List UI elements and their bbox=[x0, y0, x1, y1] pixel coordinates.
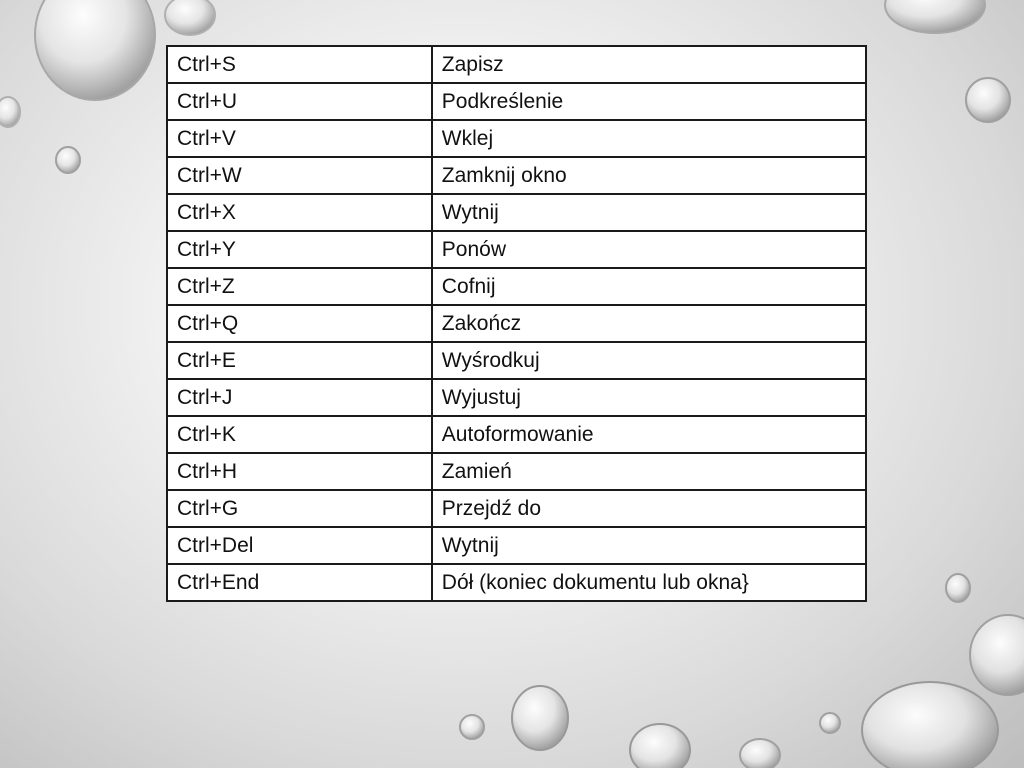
shortcut-key: Ctrl+Del bbox=[167, 527, 432, 564]
shortcut-key: Ctrl+Y bbox=[167, 231, 432, 268]
shortcut-action: Wytnij bbox=[432, 194, 866, 231]
shortcut-action: Zamień bbox=[432, 453, 866, 490]
shortcut-action: Wklej bbox=[432, 120, 866, 157]
shortcut-key: Ctrl+H bbox=[167, 453, 432, 490]
table-row bbox=[167, 379, 866, 416]
table-row bbox=[167, 268, 866, 305]
table-row bbox=[167, 527, 866, 564]
table-row bbox=[167, 416, 866, 453]
table-row bbox=[167, 83, 866, 120]
shortcut-action: Zamknij okno bbox=[432, 157, 866, 194]
table-row bbox=[167, 490, 866, 527]
shortcut-action: Dół (koniec dokumentu lub okna} bbox=[432, 564, 866, 601]
table-row bbox=[167, 231, 866, 268]
shortcut-action: Autoformowanie bbox=[432, 416, 866, 453]
shortcut-key: Ctrl+U bbox=[167, 83, 432, 120]
shortcut-key: Ctrl+S bbox=[167, 46, 432, 83]
table-row bbox=[167, 305, 866, 342]
shortcut-key: Ctrl+G bbox=[167, 490, 432, 527]
shortcut-key: Ctrl+J bbox=[167, 379, 432, 416]
drops-bottom-center bbox=[460, 686, 780, 768]
shortcut-action: Zakończ bbox=[432, 305, 866, 342]
table-row bbox=[167, 120, 866, 157]
shortcut-key: Ctrl+W bbox=[167, 157, 432, 194]
shortcuts-table bbox=[166, 45, 867, 602]
table-row bbox=[167, 564, 866, 601]
table-row bbox=[167, 453, 866, 490]
table-row bbox=[167, 157, 866, 194]
shortcut-action: Wyjustuj bbox=[432, 379, 866, 416]
shortcut-action: Cofnij bbox=[432, 268, 866, 305]
shortcut-key: Ctrl+End bbox=[167, 564, 432, 601]
shortcut-action: Przejdź do bbox=[432, 490, 866, 527]
shortcut-key: Ctrl+K bbox=[167, 416, 432, 453]
shortcut-key: Ctrl+X bbox=[167, 194, 432, 231]
shortcut-action: Wyśrodkuj bbox=[432, 342, 866, 379]
shortcut-key: Ctrl+Q bbox=[167, 305, 432, 342]
shortcut-action: Ponów bbox=[432, 231, 866, 268]
drops-bottom-right bbox=[820, 574, 1024, 768]
shortcut-key: Ctrl+V bbox=[167, 120, 432, 157]
drops-top-right bbox=[885, 0, 1010, 122]
table-row bbox=[167, 194, 866, 231]
shortcut-key: Ctrl+Z bbox=[167, 268, 432, 305]
shortcut-action: Podkreślenie bbox=[432, 83, 866, 120]
shortcut-action: Zapisz bbox=[432, 46, 866, 83]
shortcut-key: Ctrl+E bbox=[167, 342, 432, 379]
table-row bbox=[167, 342, 866, 379]
shortcut-action: Wytnij bbox=[432, 527, 866, 564]
table-row bbox=[167, 46, 866, 83]
